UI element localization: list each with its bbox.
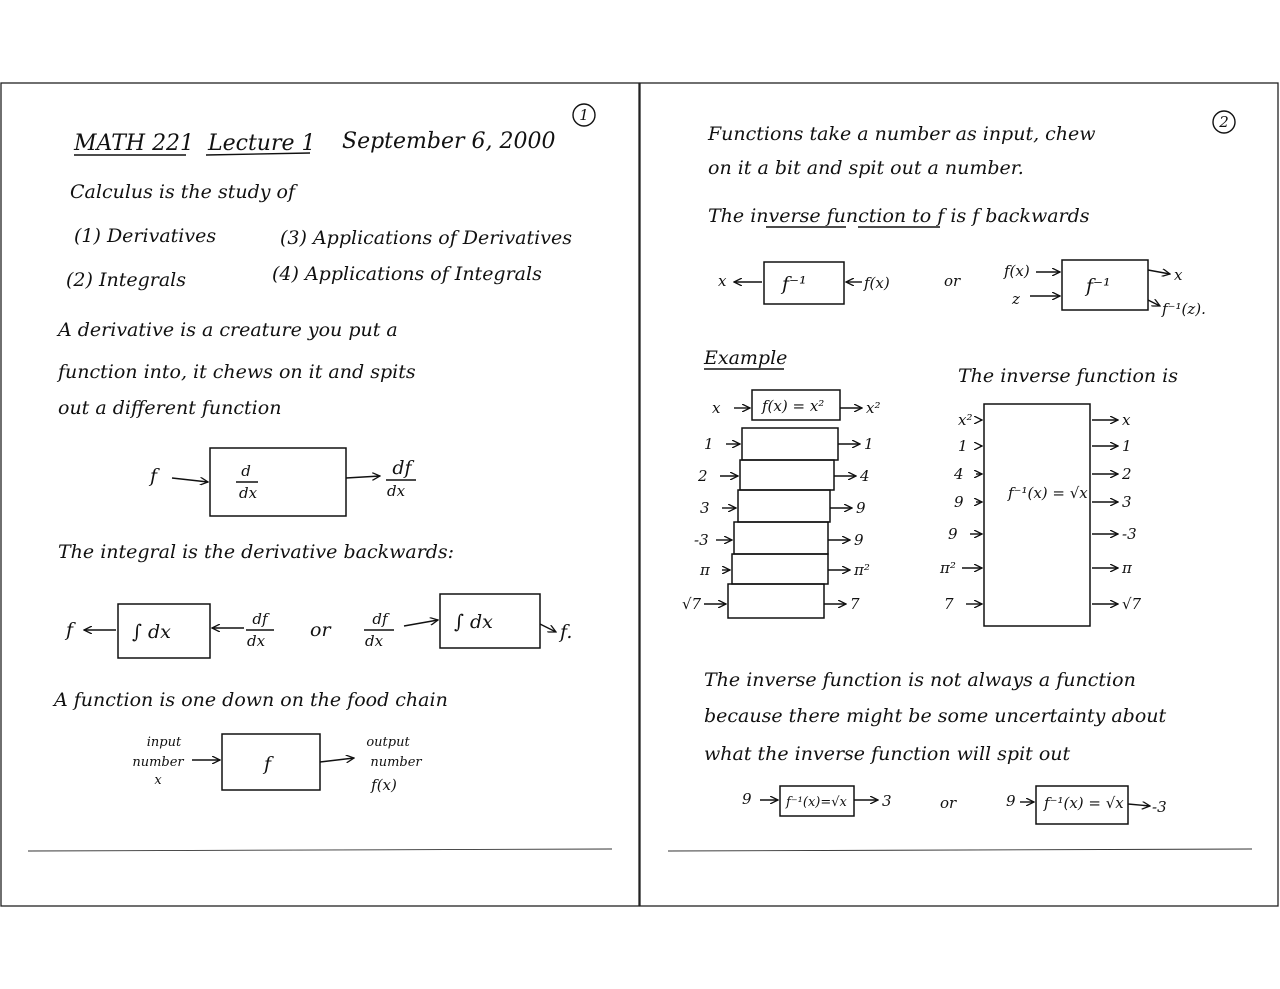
example-input: 1 bbox=[704, 435, 714, 453]
example-input: √7 bbox=[682, 595, 702, 613]
derivative-box bbox=[210, 448, 346, 516]
example-diagram bbox=[682, 390, 880, 618]
example-stack-row bbox=[738, 490, 830, 522]
inverse-input: x² bbox=[958, 411, 973, 429]
inverse-right-input-1: f(x) bbox=[1004, 262, 1030, 280]
derivative-box-bottom: dx bbox=[238, 484, 258, 502]
integral-right-input-top: df bbox=[372, 610, 388, 628]
inverse-output: x bbox=[1122, 411, 1131, 429]
integral-diagram bbox=[64, 594, 572, 658]
function-input-label-2: number bbox=[132, 755, 184, 770]
example-input: 2 bbox=[698, 467, 708, 485]
inverse-output: √7 bbox=[1122, 595, 1142, 613]
integral-right-in-arrow bbox=[404, 620, 438, 626]
derivative-output-top: df bbox=[392, 457, 412, 479]
function-def: A function is one down on the food chain bbox=[54, 689, 448, 711]
derivative-def-line-2: function into, it chews on it and spits bbox=[58, 361, 416, 383]
example-stack-row bbox=[742, 428, 838, 460]
example-output: π² bbox=[854, 561, 870, 579]
example-output: x² bbox=[866, 399, 881, 417]
inverse-right-output-1: x bbox=[1174, 266, 1183, 284]
derivative-input: f bbox=[150, 465, 158, 487]
integral-right-input-bottom: dx bbox=[364, 632, 384, 650]
bottom-output-1: 3 bbox=[882, 792, 892, 810]
example-input: x bbox=[712, 399, 721, 417]
integral-right-output: f. bbox=[560, 621, 573, 643]
left-page-bottom-rule bbox=[28, 849, 612, 851]
bottom-output-2: -3 bbox=[1152, 798, 1167, 816]
bottom-or: or bbox=[940, 794, 957, 812]
example-input: π bbox=[700, 561, 710, 579]
inverse-output: 1 bbox=[1122, 437, 1132, 455]
inverse-left-output: x bbox=[718, 272, 727, 290]
not-always-line-1: The inverse function is not always a function bbox=[704, 669, 1136, 691]
derivative-output-bottom: dx bbox=[386, 482, 406, 500]
inverse-example-box bbox=[984, 404, 1090, 626]
inverse-def: The inverse function to f is f backwards bbox=[708, 205, 1090, 227]
inverse-example-box-label: f⁻¹(x) = √x bbox=[1008, 484, 1088, 502]
function-input-label-3: x bbox=[154, 773, 162, 788]
inverse-left-input: f(x) bbox=[864, 274, 890, 292]
derivative-in-arrow bbox=[172, 478, 208, 482]
inverse-or: or bbox=[944, 272, 961, 290]
inverse-right-input-2: z bbox=[1012, 290, 1020, 308]
inverse-diagram bbox=[718, 260, 1206, 318]
topic-1: (1) Derivatives bbox=[74, 225, 217, 247]
example-output: 9 bbox=[854, 531, 864, 549]
function-out-arrow bbox=[320, 758, 354, 762]
topic-2: (2) Integrals bbox=[66, 269, 186, 291]
derivative-def-line-1: A derivative is a creature you put a bbox=[58, 319, 398, 341]
integral-left-box-text: ∫ dx bbox=[132, 621, 171, 643]
integral-left-input-top: df bbox=[252, 610, 268, 628]
inverse-right-box-label: f⁻¹ bbox=[1086, 275, 1111, 297]
example-label: Example bbox=[704, 347, 788, 369]
inverse-right-out-arrow-2 bbox=[1148, 300, 1160, 306]
page-number: 2 bbox=[1219, 113, 1229, 131]
example-output: 9 bbox=[856, 499, 866, 517]
not-always-line-2: because there might be some uncertainty about bbox=[704, 705, 1167, 727]
function-output-label-1: output bbox=[366, 735, 410, 750]
integral-right-out-arrow bbox=[540, 624, 556, 632]
lecture-title: Lecture 1 bbox=[208, 131, 316, 156]
not-always-line-3: what the inverse function will spit out bbox=[704, 743, 1071, 765]
derivative-def-line-3: out a different function bbox=[58, 397, 282, 419]
right-page bbox=[682, 111, 1235, 824]
bottom-out-arrow-2 bbox=[1128, 804, 1150, 806]
inverse-input: 4 bbox=[954, 465, 964, 483]
function-output-label-3: f(x) bbox=[371, 776, 397, 794]
integral-or: or bbox=[310, 619, 331, 641]
inverse-output: 3 bbox=[1122, 493, 1132, 511]
function-diagram bbox=[132, 734, 422, 794]
example-stack-row bbox=[740, 460, 834, 490]
functions-def-line-1: Functions take a number as input, chew bbox=[708, 123, 1096, 145]
inverse-input: 9 bbox=[948, 525, 958, 543]
function-box-label: f bbox=[264, 753, 272, 775]
lecture-date: September 6, 2000 bbox=[342, 129, 556, 154]
integral-right-box-text: ∫ dx bbox=[454, 611, 493, 633]
bottom-input-2: 9 bbox=[1006, 792, 1016, 810]
inverse-input: 9 bbox=[954, 493, 964, 511]
example-stack-row bbox=[734, 522, 828, 554]
inverse-right-output-2: f⁻¹(z). bbox=[1162, 300, 1206, 318]
inverse-input: 7 bbox=[944, 595, 954, 613]
function-input-label-1: input bbox=[146, 735, 182, 750]
inverse-input: π² bbox=[940, 559, 956, 577]
derivative-out-arrow bbox=[346, 476, 380, 478]
example-stack-row bbox=[728, 584, 824, 618]
inverse-is-label: The inverse function is bbox=[958, 365, 1179, 387]
course-title: MATH 221 bbox=[74, 131, 195, 156]
inverse-output: -3 bbox=[1122, 525, 1137, 543]
integral-def: The integral is the derivative backwards: bbox=[58, 541, 455, 563]
inverse-left-box-label: f⁻¹ bbox=[782, 273, 807, 295]
bottom-input-1: 9 bbox=[742, 790, 752, 808]
example-stack-row bbox=[732, 554, 828, 584]
example-input: -3 bbox=[694, 531, 709, 549]
integral-left-output: f bbox=[66, 619, 74, 641]
example-box-label: f(x) = x² bbox=[762, 397, 825, 415]
bottom-box-1-label: f⁻¹(x)=√x bbox=[786, 795, 847, 810]
page-number: 1 bbox=[579, 106, 589, 124]
function-output-label-2: number bbox=[370, 755, 422, 770]
integral-left-input-bottom: dx bbox=[246, 632, 266, 650]
inverse-output: 2 bbox=[1122, 465, 1132, 483]
example-input: 3 bbox=[700, 499, 710, 517]
bottom-diagram bbox=[742, 786, 1167, 824]
right-page-bottom-rule bbox=[668, 849, 1252, 851]
inverse-input: 1 bbox=[958, 437, 968, 455]
derivative-box-top: d bbox=[241, 462, 251, 480]
example-output: 7 bbox=[850, 595, 860, 613]
derivative-diagram bbox=[148, 448, 416, 516]
inverse-output: π bbox=[1122, 559, 1132, 577]
inverse-right-out-arrow-1 bbox=[1148, 270, 1170, 274]
topic-4: (4) Applications of Integrals bbox=[272, 263, 542, 285]
functions-def-line-2: on it a bit and spit out a number. bbox=[708, 157, 1024, 179]
inverse-example-diagram bbox=[939, 404, 1142, 626]
topic-3: (3) Applications of Derivatives bbox=[280, 227, 572, 249]
example-output: 1 bbox=[864, 435, 874, 453]
example-output: 4 bbox=[860, 467, 870, 485]
left-page bbox=[52, 104, 595, 794]
bottom-box-2-label: f⁻¹(x) = √x bbox=[1044, 794, 1124, 812]
intro-line: Calculus is the study of bbox=[70, 181, 295, 203]
